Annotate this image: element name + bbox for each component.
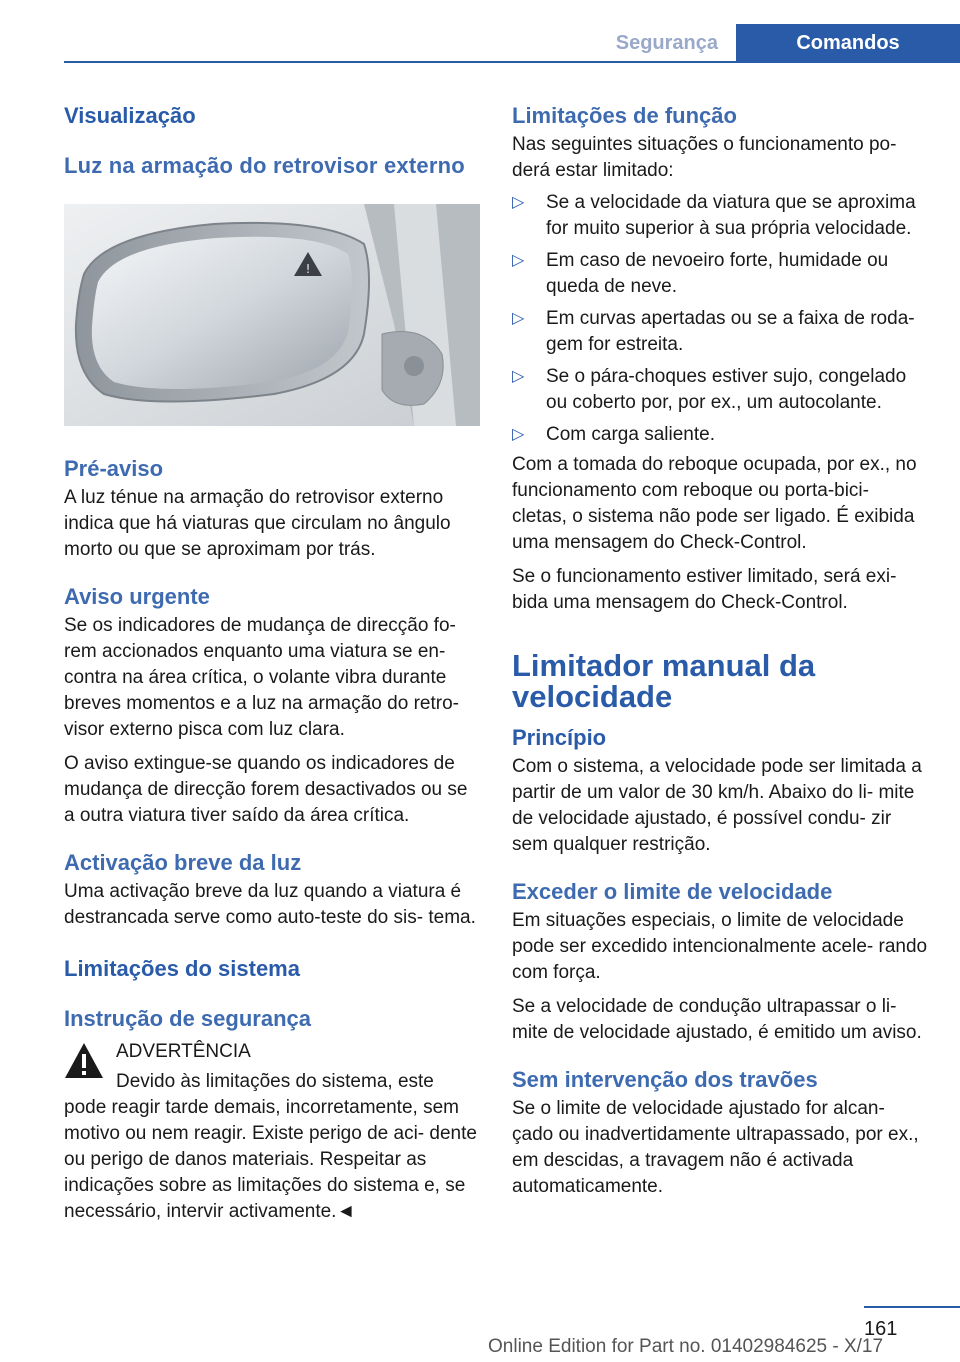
tab-comandos[interactable]: Comandos (736, 24, 960, 62)
aviso-text-1: Se os indicadores de mudança de direcção fo- rem accionados enquanto uma viatura se en- contra na área crítica, o volante vibra durante breves momentos e a luz na armação do retro- visor externo pisca com luz clara. (64, 615, 459, 740)
right-column (512, 100, 928, 1200)
aviso-text-2: O aviso extingue-se quando os indicadores de mudança de direcção forem desactivados ou se a outra viatura tiver saído da área crítica. (64, 753, 468, 826)
heading-exceder-limite: Exceder o limite de velocidade (512, 879, 833, 904)
exceder-text-2: Se a velocidade de condução ultrapassar o li- mite de velocidade ajustado, é emitido um aviso. (512, 996, 922, 1043)
triangle-bullet-icon: ▷ (512, 310, 525, 327)
sem-intervencao-text: Se o limite de velocidade ajustado for alcan- çado ou inadvertidamente ultrapassado, por ex., em descidas, a travagem não é activada automaticamente. (512, 1098, 919, 1197)
list-item: ▷ Com carga saliente. (512, 422, 928, 448)
activacao-text: Uma activação breve da luz quando a viatura é destrancada serve como auto-teste do sis- tema. (64, 881, 476, 928)
principio-text: Com o sistema, a velocidade pode ser limitada a partir de um valor de 30 km/h. Abaixo do li- mite de velocidade ajustado, é possível condu- zir sem qualquer restrição. (512, 756, 922, 855)
heading-aviso-urgente: Aviso urgente (64, 584, 210, 609)
warning-label: ADVERTÊNCIA (116, 1041, 251, 1062)
list-item: ▷ Em caso de nevoeiro forte, humidade ou queda de neve. (512, 250, 889, 297)
list-item: ▷ Se o pára-choques estiver sujo, congelado ou coberto por, por ex., um autocolante. (512, 366, 907, 413)
list-item: ▷ Em curvas apertadas ou se a faixa de roda- gem for estreita. (512, 308, 915, 355)
triangle-bullet-icon: ▷ (512, 368, 525, 385)
heading-principio: Princípio (512, 725, 607, 750)
mirror-illustration (64, 204, 480, 426)
heading-sem-intervencao: Sem intervenção dos travões (512, 1067, 818, 1092)
heading-visualizacao: Visualização (64, 103, 196, 128)
limitado-text: Se o funcionamento estiver limitado, será exi- bida uma mensagem do Check-Control. (512, 566, 897, 613)
heading-limitador-manual: Limitador manual da velocidade (512, 648, 816, 714)
mirror-figure (64, 204, 480, 426)
limitations-list (512, 190, 928, 448)
svg-text:!: ! (305, 262, 311, 276)
footer-edition: Online Edition for Part no. 01402984625 - X/17 (488, 1336, 884, 1357)
pre-aviso-text: A luz ténue na armação do retrovisor externo indica que há viaturas que circulam no ângulo morto ou que se aproximam por trás. (64, 487, 451, 560)
heading-instrucao-seguranca: Instrução de segurança (64, 1006, 311, 1031)
heading-limitacoes-sistema: Limitações do sistema (64, 956, 300, 981)
tab-seguranca[interactable]: Segurança (615, 32, 718, 54)
triangle-bullet-icon: ▷ (512, 252, 525, 269)
left-column (64, 100, 480, 1225)
warning-triangle-icon (64, 1041, 104, 1081)
page-number: 161 (864, 1318, 898, 1340)
header-tabs (598, 24, 960, 62)
warning-block (64, 1039, 480, 1225)
heading-pre-aviso: Pré-aviso (64, 456, 164, 481)
triangle-bullet-icon: ▷ (512, 194, 525, 211)
footer-divider (864, 1306, 960, 1308)
warning-text: Devido às limitações do sistema, este pode reagir tarde demais, incorretamente, sem motivo ou nem reagir. Existe perigo de aci- dente ou perigo de danos materiais. Respeitar as indicações sobre as limitações do sistema e, se necessário, intervir activamente.◄ (64, 1071, 477, 1222)
heading-activacao: Activação breve da luz (64, 850, 302, 875)
reboque-text: Com a tomada do reboque ocupada, por ex., no funcionamento com reboque ou porta-bici- cletas, o sistema não pode ser ligado. É exibida uma mensagem do Check-Control. (512, 454, 917, 553)
limitacoes-funcao-text: Nas seguintes situações o funcionamento po- derá estar limitado: (512, 134, 897, 181)
header-divider (64, 61, 960, 63)
heading-limitacoes-funcao: Limitações de função (512, 103, 737, 128)
heading-luz-armacao: Luz na armação do retrovisor externo (64, 153, 465, 178)
list-item: ▷ Se a velocidade da viatura que se aproxima for muito superior à sua própria velocidade. (512, 192, 916, 239)
triangle-bullet-icon: ▷ (512, 426, 525, 443)
exceder-text-1: Em situações especiais, o limite de velocidade pode ser excedido intencionalmente acele- rando com força. (512, 910, 928, 983)
